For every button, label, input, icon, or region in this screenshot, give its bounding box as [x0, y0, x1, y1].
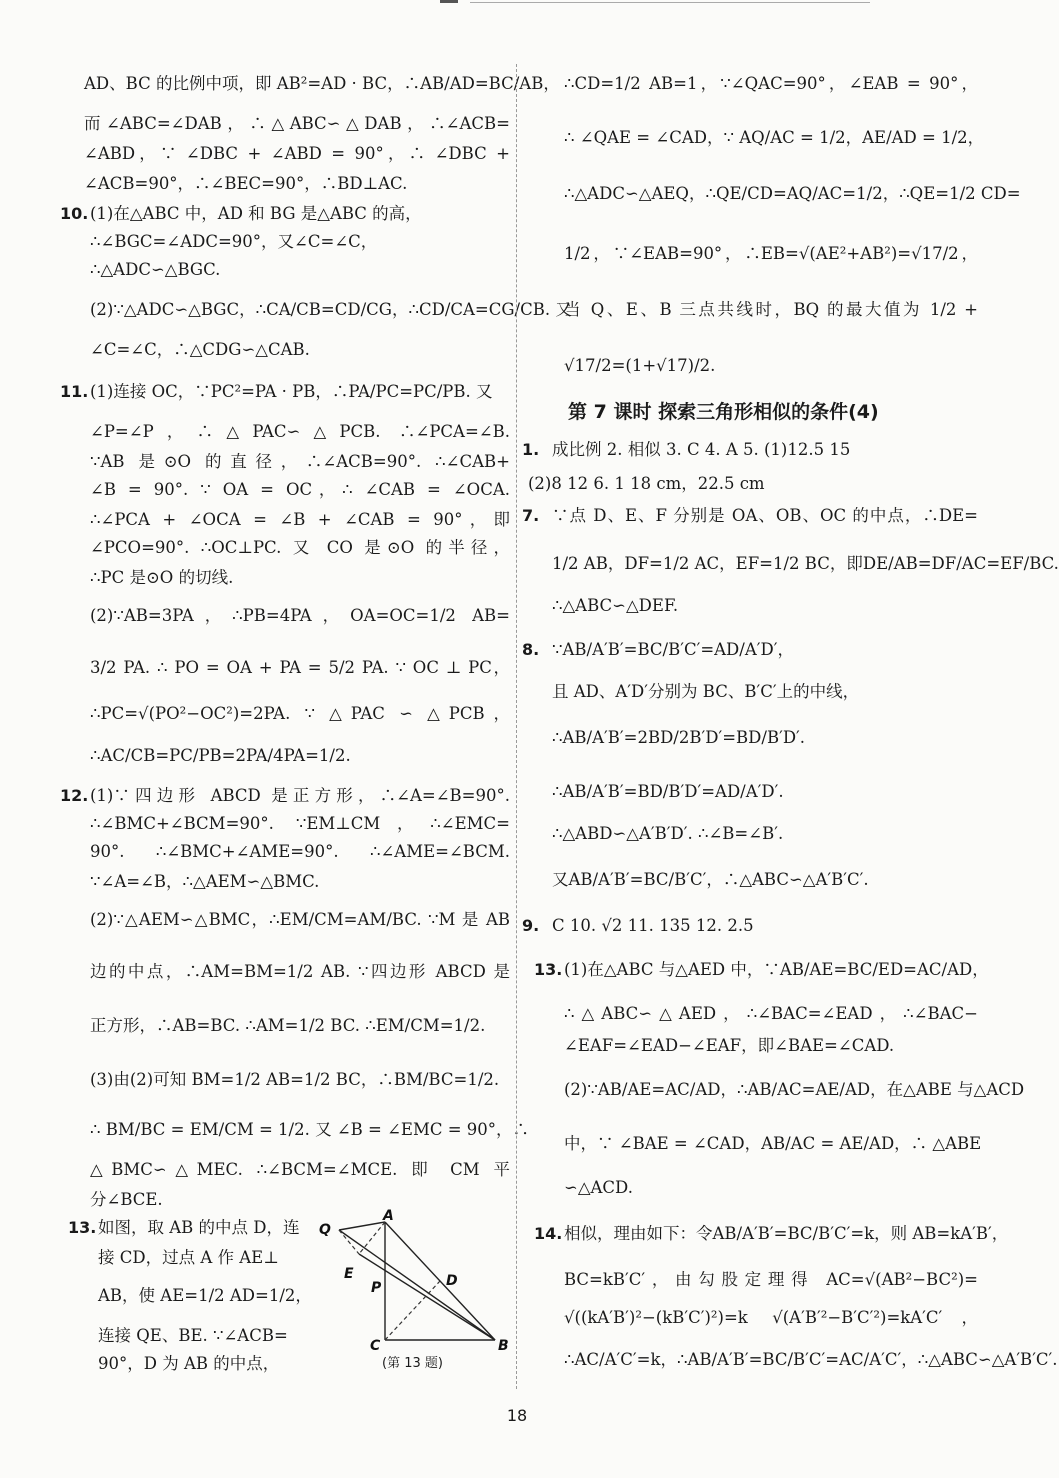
problem-number: 13. [534, 960, 563, 979]
left-line: ∵∠A=∠B，∴△AEM∽△BMC. [90, 872, 320, 891]
left-line: 3/2 PA. ∴ PO = OA + PA = 5/2 PA. ∵ OC ⊥ PC， [90, 658, 510, 677]
left-line: ∠PCO=90°. ∴OC⊥PC. 又 CO 是⊙O 的半径， [90, 538, 510, 557]
left-line: ∠ABD，∵ ∠DBC + ∠ABD = 90°，∴ ∠DBC + [84, 144, 510, 163]
right-line: ∠EAF=∠EAD−∠EAF，即∠BAE=∠CAD. [564, 1036, 895, 1055]
right-line: C 10. √2 11. 135 12. 2.5 [552, 916, 754, 935]
left-line: 90°. ∴∠BMC+∠AME=90°. ∴∠AME=∠BCM. [90, 842, 510, 861]
right-line: 1/2，∵∠EAB=90°，∴EB=√(AE²+AB²)=√17/2， [564, 244, 978, 263]
section-heading: 第 7 课时 探索三角形相似的条件(4) [568, 401, 879, 423]
right-line: √((kA′B′)²−(kB′C′)²)=k √(A′B′²−B′C′²)=kA′C′， [564, 1308, 978, 1327]
left-line: (1)连接 OC，∵PC²=PA · PB，∴PA/PC=PC/PB. 又 [90, 382, 493, 401]
left-line: (1)∵四边形 ABCD 是正方形，∴∠A=∠B=90°. [90, 786, 510, 805]
right-line: 相似，理由如下：令AB/A′B′=BC/B′C′=k，则 AB=kA′B′， [564, 1224, 1009, 1243]
label-d: D [446, 1273, 458, 1289]
right-line: 中，∵ ∠BAE = ∠CAD，AB/AC = AE/AD，∴ △ABE [564, 1134, 982, 1153]
left-line: (2)∵△AEM∽△BMC，∴EM/CM=AM/BC. ∵M 是 AB [90, 910, 510, 929]
right-line: ∴AB/A′B′=BD/B′D′=AD/A′D′. [552, 782, 784, 801]
right-line: ∴△ABC∽△DEF. [552, 596, 679, 615]
left-line: ∴PC 是⊙O 的切线. [90, 568, 234, 587]
left-line: 如图，取 AB 的中点 D，连 [98, 1218, 300, 1237]
left-line: (3)由(2)可知 BM=1/2 AB=1/2 BC，∴BM/BC=1/2. [90, 1070, 500, 1089]
right-line: ∴△ABD∽△A′B′D′. ∴∠B=∠B′. [552, 824, 784, 843]
left-line: ∴△ADC∽△BGC. [90, 260, 221, 279]
right-line: ∴AB/A′B′=2BD/2B′D′=BD/B′D′. [552, 728, 806, 747]
problem-number: 8. [522, 640, 540, 659]
right-line: BC=kB′C′，由勾股定理得 AC=√(AB²−BC²)= [564, 1270, 978, 1289]
problem-number: 9. [522, 916, 540, 935]
left-line: ∴∠BMC+∠BCM=90°. ∵EM⊥CM，∴∠EMC= [90, 814, 510, 833]
page-number: 18 [506, 1406, 528, 1425]
figure-caption: (第 13 题) [382, 1356, 443, 1371]
problem-number: 7. [522, 506, 540, 525]
right-line: (2)∵AB/AE=AC/AD，∴AB/AC=AE/AD，在△ABE 与△ACD [564, 1080, 1025, 1099]
right-line: 当 Q、E、B 三点共线时，BQ 的最大值为 1/2 + [564, 300, 978, 319]
right-line: 1/2 AB，DF=1/2 AC，EF=1/2 BC，即DE/AB=DF/AC=EF/BC. [552, 554, 1059, 573]
right-line: 又AB/A′B′=BC/B′C′，∴△ABC∽△A′B′C′. [552, 870, 869, 889]
right-line: 且 AD、A′D′分别为 BC、B′C′上的中线， [552, 682, 860, 701]
right-line: ∴△ABC∽△AED，∴∠BAC=∠EAD，∴∠BAC− [564, 1004, 978, 1023]
problem-number: 12. [60, 786, 89, 805]
left-line: 连接 QE、BE. ∵∠ACB= [98, 1326, 288, 1345]
left-line: (1)在△ABC 中，AD 和 BG 是△ABC 的高， [90, 204, 422, 223]
left-line: 边的中点，∴AM=BM=1/2 AB. ∵四边形 ABCD 是 [90, 962, 510, 981]
left-line: ∠P=∠P，∴△PAC∽△PCB. ∴∠PCA=∠B. [90, 422, 510, 441]
right-line: (1)在△ABC 与△AED 中，∵AB/AE=BC/ED=AC/AD， [564, 960, 989, 979]
left-line: 接 CD，过点 A 作 AE⊥ [98, 1248, 279, 1267]
left-line: ∴PC=√(PO²−OC²)=2PA. ∵ △PAC ∽ △PCB， [90, 704, 510, 723]
column-divider [516, 64, 517, 1389]
left-line: (2)∵△ADC∽△BGC，∴CA/CB=CD/CG，∴CD/CA=CG/CB. 又 [90, 300, 572, 319]
top-rule [470, 2, 870, 3]
label-e: E [344, 1266, 354, 1282]
left-line: ∴∠PCA + ∠OCA = ∠B + ∠CAB = 90°，即 [90, 510, 510, 529]
right-line: ∵点 D、E、F 分别是 OA、OB、OC 的中点，∴DE= [552, 506, 978, 525]
problem-number: 11. [60, 382, 89, 401]
left-line: 而∠ABC=∠DAB，∴△ABC∽△DAB，∴∠ACB= [84, 114, 510, 133]
problem-number: 14. [534, 1224, 563, 1243]
left-line: ∵AB 是⊙O 的直径，∴∠ACB=90°. ∴∠CAB+ [90, 452, 510, 471]
left-line: 90°，D 为 AB 的中点， [98, 1354, 280, 1373]
left-line: △BMC∽△MEC. ∴∠BCM=∠MCE. 即 CM 平 [90, 1160, 510, 1179]
left-line: ∠B = 90°. ∵ OA = OC，∴ ∠CAB = ∠OCA. [90, 480, 510, 499]
right-line: ∴AC/A′C′=k，∴AB/A′B′=BC/B′C′=AC/A′C′，∴△ABC∽△A′B′C′. [564, 1350, 1058, 1369]
left-line: ∴AC/CB=PC/PB=2PA/4PA=1/2. [90, 746, 351, 765]
left-line: 正方形，∴AB=BC. ∴AM=1/2 BC. ∴EM/CM=1/2. [90, 1016, 486, 1035]
left-line: AB，使 AE=1/2 AD=1/2， [98, 1286, 312, 1305]
left-line: ∠C=∠C，∴△CDG∽△CAB. [90, 340, 310, 359]
label-a: A [383, 1208, 394, 1224]
right-line: ∴△ADC∽△AEQ，∴QE/CD=AQ/AC=1/2，∴QE=1/2 CD= [564, 184, 1021, 203]
right-line: ∴ ∠QAE = ∠CAD，∵ AQ/AC = 1/2，AE/AD = 1/2， [564, 128, 985, 147]
left-line: 分∠BCE. [90, 1190, 163, 1209]
top-mark [440, 0, 458, 3]
left-line: ∴∠BGC=∠ADC=90°，又∠C=∠C， [90, 232, 378, 251]
right-line: √17/2=(1+√17)/2. [564, 356, 716, 375]
label-b: B [498, 1338, 509, 1354]
left-line: ∴ BM/BC = EM/CM = 1/2. 又 ∠B = ∠EMC = 90°，∴ [90, 1120, 530, 1139]
label-p: P [371, 1280, 382, 1296]
right-line: ∵AB/A′B′=BC/B′C′=AD/A′D′， [552, 640, 794, 659]
right-line: ∽△ACD. [564, 1178, 633, 1197]
right-line: 成比例 2. 相似 3. C 4. A 5. (1)12.5 15 [552, 440, 851, 459]
left-line: ∠ACB=90°，∴∠BEC=90°，∴BD⊥AC. [84, 174, 408, 193]
problem-number: 1. [522, 440, 540, 459]
problem-number: 13. [68, 1218, 97, 1237]
left-line: (2)∵AB=3PA，∴PB=4PA，OA=OC=1/2 AB= [90, 606, 510, 625]
right-line: (2)8 12 6. 1 18 cm，22.5 cm [528, 474, 765, 493]
label-q: Q [319, 1222, 331, 1238]
left-line: AD、BC 的比例中项，即 AB²=AD · BC，∴AB/AD=BC/AB， [84, 74, 560, 93]
label-c: C [370, 1338, 381, 1354]
right-line: ∴CD=1/2 AB=1，∵∠QAC=90°，∠EAB = 90°， [564, 74, 978, 93]
problem-number: 10. [60, 204, 89, 223]
